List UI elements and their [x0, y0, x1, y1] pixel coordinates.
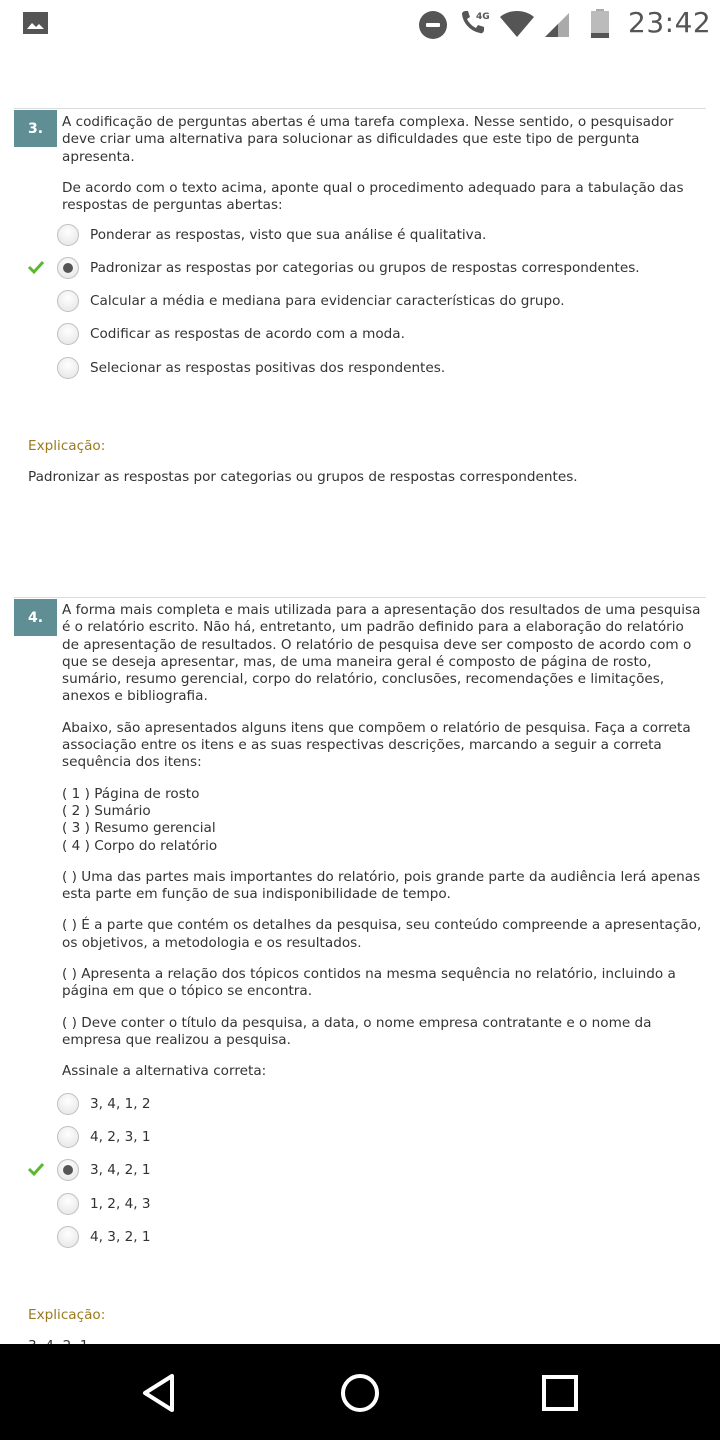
radio-button[interactable]	[57, 1226, 79, 1248]
question-divider	[14, 108, 706, 109]
battery-icon	[591, 9, 609, 38]
clock: 23:42	[628, 6, 712, 39]
radio-button-selected[interactable]	[57, 1159, 79, 1181]
answer-option[interactable]	[57, 1092, 151, 1116]
answer-option[interactable]	[57, 1125, 151, 1149]
signal-icon	[543, 11, 571, 39]
question-number: 4.	[14, 599, 57, 636]
option-label: 3, 4, 2, 1	[90, 1162, 151, 1178]
option-label: Selecionar as respostas positivas dos respondentes.	[90, 360, 446, 376]
question-prompt: Assinale a alternativa correta:	[62, 1063, 267, 1080]
radio-button[interactable]	[57, 224, 79, 246]
question-paragraph: Abaixo, são apresentados alguns itens que compõem o relatório de pesquisa. Faça a correta associação entre os itens e as suas respectivas descrições, marcando a seguir a correta sequência dos itens:	[62, 719, 691, 771]
answer-option[interactable]	[57, 322, 405, 346]
description-item: ( ) Apresenta a relação dos tópicos contidos na mesma sequência no relatório, incluindo a página em que o tópico se encontra.	[62, 966, 676, 1000]
option-label: 4, 3, 2, 1	[90, 1229, 151, 1245]
correct-check-icon	[28, 1162, 44, 1176]
question-number: 3.	[14, 110, 57, 147]
description-item: ( ) É a parte que contém os detalhes da pesquisa, seu conteúdo compreende a apresentação, os objetivos, a metodologia e os resultados.	[62, 917, 702, 951]
volte-call-icon	[459, 8, 493, 40]
option-label: Padronizar as respostas por categorias ou grupos de respostas correspondentes.	[90, 260, 640, 276]
question-paragraph: De acordo com o texto acima, aponte qual o procedimento adequado para a tabulação das respostas de perguntas abertas:	[62, 179, 684, 214]
home-icon[interactable]	[337, 1370, 383, 1416]
radio-button[interactable]	[57, 1193, 79, 1215]
option-label: Codificar as respostas de acordo com a moda.	[90, 326, 405, 342]
list-item: ( 3 ) Resumo gerencial	[62, 820, 216, 837]
explanation-text: Padronizar as respostas por categorias ou grupos de respostas correspondentes.	[28, 469, 578, 485]
question-paragraph: A forma mais completa e mais utilizada para a apresentação dos resultados de uma pesquisa é o relatório escrito. Não há, entretanto, um padrão definido para a elaboração do relatório de apresentação de resultados. O relatório de pesquisa deve ser composto de acordo com o que se deseja apresentar, mas, de uma maneira geral é composto de página de rosto, sumário, resumo gerencial, corpo do relatório, conclusões, recomendações e limitações, anexos e bibliografia.	[62, 602, 701, 705]
radio-button[interactable]	[57, 323, 79, 345]
answer-option[interactable]	[57, 256, 640, 280]
option-label: Ponderar as respostas, visto que sua análise é qualitativa.	[90, 227, 487, 243]
option-label: Calcular a média e mediana para evidenciar características do grupo.	[90, 293, 565, 309]
question-statement	[62, 602, 702, 1095]
item-list	[62, 786, 702, 855]
description-item: ( ) Deve conter o título da pesquisa, a data, o nome empresa contratante e o nome da empresa que realizou a pesquisa.	[62, 1014, 652, 1048]
do-not-disturb-icon	[419, 11, 447, 39]
correct-check-icon	[28, 260, 44, 274]
question-statement	[62, 114, 702, 228]
list-item: ( 1 ) Página de rosto	[62, 785, 200, 802]
option-label: 1, 2, 4, 3	[90, 1196, 151, 1212]
option-label: 4, 2, 3, 1	[90, 1129, 151, 1145]
radio-button[interactable]	[57, 1093, 79, 1115]
list-item: ( 4 ) Corpo do relatório	[62, 837, 218, 854]
gallery-icon	[23, 12, 48, 34]
wifi-icon	[499, 11, 535, 39]
option-label: 3, 4, 1, 2	[90, 1096, 151, 1112]
explanation-title: Explicação:	[28, 438, 106, 454]
answer-option[interactable]	[57, 1158, 151, 1182]
answer-option[interactable]	[57, 289, 565, 313]
radio-button[interactable]	[57, 357, 79, 379]
description-item: ( ) Uma das partes mais importantes do relatório, pois grande parte da audiência lerá apenas esta parte em função de sua indisponibilidade de tempo.	[62, 868, 701, 903]
question-paragraph: A codificação de perguntas abertas é uma tarefa complexa. Nesse sentido, o pesquisador deve criar uma alternativa para solucionar as dificuldades que este tipo de pergunta apresenta.	[62, 114, 674, 165]
question-divider	[14, 597, 706, 598]
answer-option[interactable]	[57, 356, 445, 380]
radio-button[interactable]	[57, 290, 79, 312]
navigation-bar	[0, 1344, 720, 1440]
network-type-label: 4G	[476, 12, 490, 22]
back-icon[interactable]	[137, 1370, 183, 1416]
radio-button-selected[interactable]	[57, 257, 79, 279]
answer-option[interactable]	[57, 1192, 151, 1216]
answer-option[interactable]	[57, 1225, 151, 1249]
explanation-title: Explicação:	[28, 1307, 106, 1323]
status-bar	[0, 0, 720, 48]
answer-option[interactable]	[57, 223, 486, 247]
radio-button[interactable]	[57, 1126, 79, 1148]
recents-icon[interactable]	[537, 1370, 583, 1416]
list-item: ( 2 ) Sumário	[62, 802, 151, 819]
